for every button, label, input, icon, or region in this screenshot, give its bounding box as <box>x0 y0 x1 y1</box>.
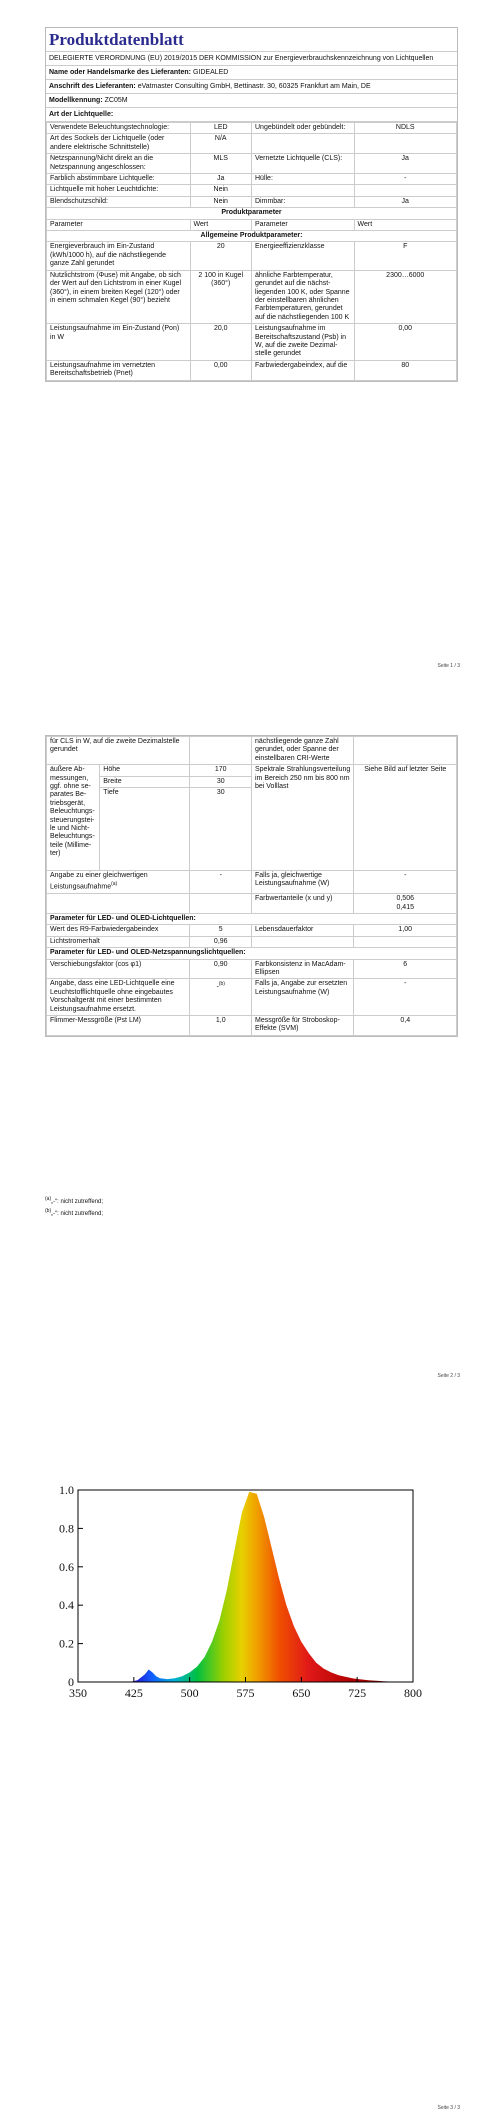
footnote-text: „-“: nicht zutreffend; <box>51 1211 104 1217</box>
led-params-title: Parameter für LED- und OLED-Lichtquellen: <box>47 913 457 924</box>
param-label: Lichtquelle mit hoher Leuchtdichte: <box>47 185 191 196</box>
table-row <box>47 154 457 174</box>
model-row <box>46 94 457 108</box>
param-value: NDLS <box>354 123 457 134</box>
dim-value: 30 <box>190 788 252 871</box>
param-value: F <box>354 242 457 270</box>
section-row <box>47 913 457 924</box>
param-value <box>354 936 457 947</box>
type-section-title: Art der Lichtquelle: <box>46 108 457 122</box>
param-value: 0,4 <box>354 1016 457 1036</box>
param-value: 0,506 0,415 <box>354 894 457 914</box>
param-label: Dimmbar: <box>252 196 355 207</box>
param-value: 1,00 <box>354 925 457 936</box>
table-row <box>47 959 457 979</box>
param-value: 1,0 <box>190 1016 252 1036</box>
param-label <box>251 936 354 947</box>
param-value: MLS <box>190 154 252 174</box>
param-label: Vernetzte Lichtquelle (CLS): <box>252 154 355 174</box>
table-row <box>47 1016 457 1036</box>
param-label: Lebensdauerfaktor <box>251 925 354 936</box>
param-label: Farbkonsistenz in MacAdam-Ellipsen <box>251 959 354 979</box>
dim-name: Höhe <box>100 765 190 776</box>
dim-name: Tiefe <box>100 788 190 871</box>
table-row <box>47 765 457 776</box>
param-value: - <box>354 174 457 185</box>
param-label: Nutzlichtstrom (Φuse) mit Angabe, ob sich der Wert auf den Lichtstrom in einer Kugel (360°), in einem breiten Kegel (120°) oder in einem schmalen Kegel (90°) bezieht <box>47 270 191 323</box>
supplier-address-label: Anschrift des Lieferanten: <box>49 83 136 90</box>
column-header: Wert <box>190 219 252 230</box>
dim-value: 30 <box>190 776 252 787</box>
param-label <box>47 894 190 914</box>
param-label: Hülle: <box>252 174 355 185</box>
table-row <box>47 196 457 207</box>
param-label: Blendschutzschild: <box>47 196 191 207</box>
param-label: Verschiebungsfaktor (cos φ1) <box>47 959 190 979</box>
param-value <box>190 737 252 765</box>
header-row <box>47 219 457 230</box>
product-params-title: Produktparameter <box>47 208 457 219</box>
param-value <box>354 737 457 765</box>
x-tick-label: 350 <box>69 1686 87 1700</box>
param-label: ähnliche Farbtemperatur, gerundet auf die nächstliegenden 100 K, oder Spanne der einstellbaren ähnlichen Farbtemperaturen, gerundet auf die nächstliegenden 100 K <box>252 270 355 323</box>
regulation-text: DELEGIERTE VERORDNUNG (EU) 2019/2015 DER KOMMISSION zur Energieverbrauchskennzeichnung von Lichtquellen <box>46 52 457 66</box>
column-header: Parameter <box>252 219 355 230</box>
param-label: Messgröße für Stroboskop-Effekte (SVM) <box>251 1016 354 1036</box>
model-label: Modellkennung: <box>49 97 103 104</box>
page-2 <box>0 700 500 1390</box>
page-number: Seite 2 / 3 <box>437 1373 460 1379</box>
param-label: Lichtstromerhalt <box>47 936 190 947</box>
param-label: Falls ja, gleichwertige Leistungsaufnahme (W) <box>251 871 354 894</box>
table-row <box>47 242 457 270</box>
param-label: Farblich abstimmbare Lichtquelle: <box>47 174 191 185</box>
param-label: Wert des R9-Farbwiedergabeindex <box>47 925 190 936</box>
x-tick-label: 425 <box>124 1686 143 1700</box>
param-label: Flimmer-Messgröße (Pst LM) <box>47 1016 190 1036</box>
param-label: Netzspannung/Nicht direkt an die Netzspannung angeschlossen: <box>47 154 191 174</box>
table-row <box>47 174 457 185</box>
param-label-text: Angabe zu einer gleichwertigen Leistungsaufnahme <box>50 872 148 891</box>
param-value <box>190 894 252 914</box>
param-value: Nein <box>190 185 252 196</box>
x-tick-label: 575 <box>236 1686 255 1700</box>
x-tick-label: 800 <box>404 1686 422 1700</box>
param-value: LED <box>190 123 252 134</box>
footnote-mark: (b) <box>218 981 225 988</box>
supplier-address: eVatmaster Consulting GmbH, Bettinastr. 30, 60325 Frankfurt am Main, DE <box>137 83 371 90</box>
page-1 <box>0 0 500 700</box>
footnote-mark: (a) <box>45 1196 52 1202</box>
param-value: Nein <box>190 196 252 207</box>
supplier-address-row <box>46 80 457 94</box>
column-header: Parameter <box>47 219 191 230</box>
y-tick-label: 0.4 <box>59 1598 74 1613</box>
supplier-name: GIDEALED <box>192 69 229 76</box>
param-label <box>252 134 355 154</box>
x-tick-label: 725 <box>348 1686 367 1700</box>
table-row <box>47 123 457 134</box>
table-row <box>47 185 457 196</box>
dim-name: Breite <box>100 776 190 787</box>
param-value: Ja <box>354 154 457 174</box>
param-value: 6 <box>354 959 457 979</box>
param-value: Ja <box>190 174 252 185</box>
param-value: 5 <box>190 925 252 936</box>
footnote-mark: (b) <box>45 1208 52 1214</box>
table-row <box>47 871 457 894</box>
param-label: nächstliegende ganze Zahl gerundet, oder Spanne der einstellbaren CRI-Werte <box>251 737 354 765</box>
footnotes <box>45 1195 103 1219</box>
param-value <box>190 979 252 1016</box>
param-value: Ja <box>354 196 457 207</box>
param-value: 2 100 in Kugel (360°) <box>190 270 252 323</box>
page-3 <box>0 1390 500 2122</box>
param-label <box>252 185 355 196</box>
supplier-name-label: Name oder Handelsmarke des Lieferanten: <box>49 69 191 76</box>
param-label: Energieeffizienzklasse <box>252 242 355 270</box>
product-datasheet <box>45 27 458 382</box>
footnote-mark: (a) <box>111 881 118 888</box>
param-value: 0,96 <box>190 936 252 947</box>
y-tick-label: 0 <box>68 1675 74 1689</box>
param-label: Leistungsaufnahme im Ein-Zustand (Pon) in W <box>47 324 191 361</box>
spectral-distribution-chart <box>48 1482 428 1707</box>
model-id: ZC05M <box>104 97 128 104</box>
param-value: 0,00 <box>190 360 252 380</box>
param-label: für CLS in W, auf die zweite Dezimalstelle gerundet <box>47 737 190 765</box>
supplier-name-row <box>46 66 457 80</box>
param-value: 20 <box>190 242 252 270</box>
param-label <box>47 871 190 894</box>
general-params-title: Allgemeine Produktparameter: <box>47 231 457 242</box>
page-number: Seite 1 / 3 <box>437 663 460 669</box>
column-header: Wert <box>354 219 457 230</box>
y-tick-label: 0.6 <box>59 1559 74 1574</box>
table-row <box>47 134 457 154</box>
page-number: Seite 3 / 3 <box>437 2105 460 2111</box>
table-row <box>47 925 457 936</box>
param-label: Ungebündelt oder gebündelt: <box>252 123 355 134</box>
param-value: 2300…6000 <box>354 270 457 323</box>
param-label: Spektrale Strahlungsverteilung im Bereich 250 nm bis 800 nm bei Volllast <box>251 765 354 871</box>
param-value: N/A <box>190 134 252 154</box>
y-tick-label: 0.2 <box>59 1636 74 1651</box>
x-tick-label: 650 <box>292 1686 311 1700</box>
table-row <box>47 324 457 361</box>
section-row <box>47 948 457 959</box>
param-value: - <box>354 979 457 1016</box>
param-value: 0,90 <box>190 959 252 979</box>
param-value: - <box>190 871 252 894</box>
y-tick-label: 0.8 <box>59 1521 74 1536</box>
param-label: Verwendete Beleuchtungstechnologie: <box>47 123 191 134</box>
param-label: Art des Sockels der Lichtquelle (oder andere elektrische Schnittstelle) <box>47 134 191 154</box>
dimensions-label: äußere Abmessungen, ggf. ohne separates Betriebsgerät, Beleuchtungssteuerungsteile und Nicht-Beleuchtungsteile (Millimeter) <box>47 765 100 871</box>
param-label: Farbwiedergabeindex, auf die <box>252 360 355 380</box>
param-label: Leistungsaufnahme im Bereitschaftszustand (Psb) in W, auf die zweite Dezimalstelle gerundet <box>252 324 355 361</box>
param-value <box>354 134 457 154</box>
footnote <box>45 1195 103 1207</box>
param-value: 20,0 <box>190 324 252 361</box>
table-row <box>47 270 457 323</box>
param-label: Farbwertanteile (x und y) <box>251 894 354 914</box>
section-row <box>47 231 457 242</box>
param-label: Leistungsaufnahme im vernetzten Bereitschaftsbetrieb (Pnet) <box>47 360 191 380</box>
param-label: Falls ja, Angabe zur ersetzten Leistungsaufnahme (W) <box>251 979 354 1016</box>
param-value-text: - <box>216 983 219 991</box>
table-row <box>47 936 457 947</box>
param-value <box>354 185 457 196</box>
sheet-title: Produktdatenblatt <box>46 28 457 52</box>
product-datasheet-continued <box>45 735 458 1037</box>
mains-params-title: Parameter für LED- und OLED-Netzspannungslichtquellen: <box>47 948 457 959</box>
type-table <box>46 122 457 381</box>
table-row <box>47 894 457 914</box>
param-label: Angabe, dass eine LED-Lichtquelle eine Leuchtstofflichtquelle ohne eingebautes Vorschaltgerät mit einer bestimmten Leistungsaufnahme ersetzt. <box>47 979 190 1016</box>
param-value: 0,00 <box>354 324 457 361</box>
dim-value: 170 <box>190 765 252 776</box>
param-value: - <box>354 871 457 894</box>
table-row <box>47 737 457 765</box>
footnote <box>45 1207 103 1219</box>
spectrum-svg <box>48 1482 428 1707</box>
y-tick-label: 1.0 <box>59 1483 74 1497</box>
footnote-text: „-“: nicht zutreffend; <box>51 1199 104 1205</box>
spectrum-area <box>130 1492 398 1682</box>
param-value: 80 <box>354 360 457 380</box>
table-row <box>47 979 457 1016</box>
table-row <box>47 360 457 380</box>
param-value: Siehe Bild auf letzter Seite <box>354 765 457 871</box>
x-tick-label: 500 <box>180 1686 199 1700</box>
section-row <box>47 208 457 219</box>
param-label: Energieverbrauch im Ein-Zustand (kWh/1000 h), auf die nächstliegende ganze Zahl gerundet <box>47 242 191 270</box>
params-table-continued <box>46 736 457 1036</box>
